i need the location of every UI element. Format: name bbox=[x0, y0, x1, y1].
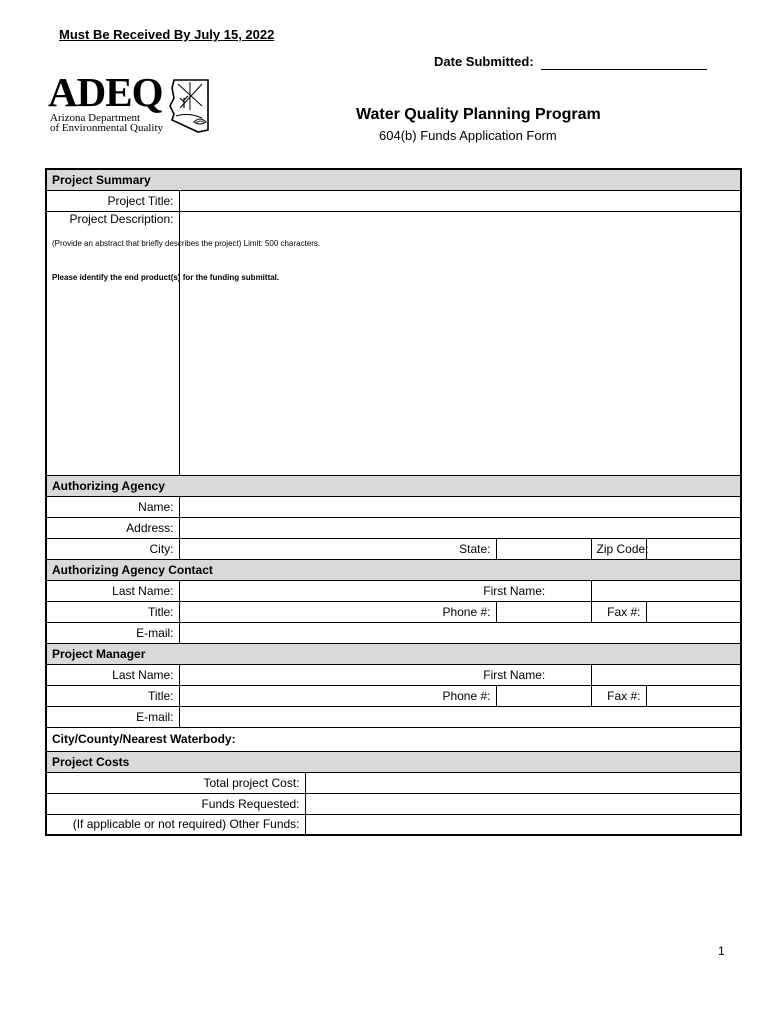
agency-zip-label: Zip Code: bbox=[591, 538, 646, 559]
agency-zip-field[interactable] bbox=[646, 538, 741, 559]
project-title-row bbox=[46, 190, 741, 211]
adeq-logo bbox=[48, 69, 218, 138]
funds-requested-row bbox=[46, 793, 741, 814]
agency-contact-email-row bbox=[46, 622, 741, 643]
authorizing-agency-header-row bbox=[46, 475, 741, 496]
project-description-label: Project Description: bbox=[69, 211, 174, 226]
page-number: 1 bbox=[718, 944, 725, 958]
project-description-row bbox=[46, 211, 741, 475]
agency-address-label: Address: bbox=[46, 517, 179, 538]
arizona-state-outline-icon bbox=[168, 76, 212, 136]
manager-fax-field[interactable] bbox=[646, 685, 741, 706]
contact-last-name-label: Last Name: bbox=[46, 580, 179, 601]
contact-fax-label: Fax #: bbox=[591, 601, 646, 622]
manager-email-label: E-mail: bbox=[46, 706, 179, 727]
contact-email-label: E-mail: bbox=[46, 622, 179, 643]
project-manager-title-row bbox=[46, 685, 741, 706]
project-manager-header-row bbox=[46, 643, 741, 664]
contact-last-name-field[interactable] bbox=[179, 580, 438, 601]
project-title-label: Project Title: bbox=[46, 190, 179, 211]
funds-requested-label: Funds Requested: bbox=[46, 793, 305, 814]
other-funds-label: (If applicable or not required) Other Funds: bbox=[46, 814, 305, 835]
manager-email-field[interactable] bbox=[179, 706, 741, 727]
total-cost-row bbox=[46, 772, 741, 793]
project-costs-header-row bbox=[46, 751, 741, 772]
total-cost-label: Total project Cost: bbox=[46, 772, 305, 793]
agency-contact-header-row bbox=[46, 559, 741, 580]
agency-name-row bbox=[46, 496, 741, 517]
program-title: Water Quality Planning Program bbox=[356, 106, 601, 123]
waterbody-field[interactable]: City/County/Nearest Waterbody: bbox=[46, 727, 741, 751]
waterbody-row bbox=[46, 727, 741, 751]
total-cost-field[interactable] bbox=[305, 772, 741, 793]
manager-first-name-field[interactable] bbox=[591, 664, 741, 685]
agency-city-row bbox=[46, 538, 741, 559]
project-description-end-product-note: Please identify the end product(s) for the funding submittal. bbox=[52, 272, 280, 282]
logo-line-2: of Environmental Quality bbox=[50, 122, 164, 134]
manager-phone-label: Phone #: bbox=[413, 685, 496, 706]
contact-first-name-label: First Name: bbox=[438, 580, 591, 601]
contact-first-name-field[interactable] bbox=[591, 580, 741, 601]
manager-fax-label: Fax #: bbox=[591, 685, 646, 706]
contact-title-field[interactable] bbox=[179, 601, 413, 622]
date-submitted-label: Date Submitted: bbox=[434, 54, 534, 69]
logo-line-1: Arizona Department bbox=[50, 112, 141, 124]
project-manager-email-row bbox=[46, 706, 741, 727]
project-costs-header: Project Costs bbox=[46, 751, 741, 772]
agency-state-label: State: bbox=[413, 538, 496, 559]
agency-city-field[interactable] bbox=[179, 538, 413, 559]
project-description-field[interactable] bbox=[179, 211, 741, 475]
manager-first-name-label: First Name: bbox=[438, 664, 591, 685]
manager-title-field[interactable] bbox=[179, 685, 413, 706]
agency-contact-name-row bbox=[46, 580, 741, 601]
authorizing-agency-header: Authorizing Agency bbox=[46, 475, 741, 496]
manager-last-name-field[interactable] bbox=[179, 664, 438, 685]
other-funds-field[interactable] bbox=[305, 814, 741, 835]
project-summary-header: Project Summary bbox=[46, 169, 741, 190]
manager-title-label: Title: bbox=[46, 685, 179, 706]
contact-fax-field[interactable] bbox=[646, 601, 741, 622]
project-description-note: (Provide an abstract that briefly describes the project) Limit: 500 characters. bbox=[52, 238, 321, 248]
project-manager-header: Project Manager bbox=[46, 643, 741, 664]
manager-last-name-label: Last Name: bbox=[46, 664, 179, 685]
project-manager-name-row bbox=[46, 664, 741, 685]
project-title-field[interactable] bbox=[179, 190, 741, 211]
funds-requested-field[interactable] bbox=[305, 793, 741, 814]
contact-email-field[interactable] bbox=[179, 622, 741, 643]
contact-title-label: Title: bbox=[46, 601, 179, 622]
agency-address-row bbox=[46, 517, 741, 538]
submission-deadline: Must Be Received By July 15, 2022 bbox=[59, 27, 275, 42]
agency-name-label: Name: bbox=[46, 496, 179, 517]
date-submitted-field[interactable] bbox=[541, 69, 707, 70]
agency-state-field[interactable] bbox=[496, 538, 591, 559]
agency-address-field[interactable] bbox=[179, 517, 741, 538]
application-form-table bbox=[45, 168, 742, 836]
contact-phone-field[interactable] bbox=[496, 601, 591, 622]
other-funds-row bbox=[46, 814, 741, 835]
project-description-label-cell bbox=[46, 211, 321, 475]
form-title: 604(b) Funds Application Form bbox=[379, 128, 557, 143]
manager-phone-field[interactable] bbox=[496, 685, 591, 706]
contact-phone-label: Phone #: bbox=[413, 601, 496, 622]
project-summary-header-row bbox=[46, 169, 741, 190]
logo-wordmark: ADEQ bbox=[48, 69, 163, 115]
agency-contact-title-row bbox=[46, 601, 741, 622]
agency-city-label: City: bbox=[46, 538, 179, 559]
agency-contact-header: Authorizing Agency Contact bbox=[46, 559, 741, 580]
agency-name-field[interactable] bbox=[179, 496, 741, 517]
